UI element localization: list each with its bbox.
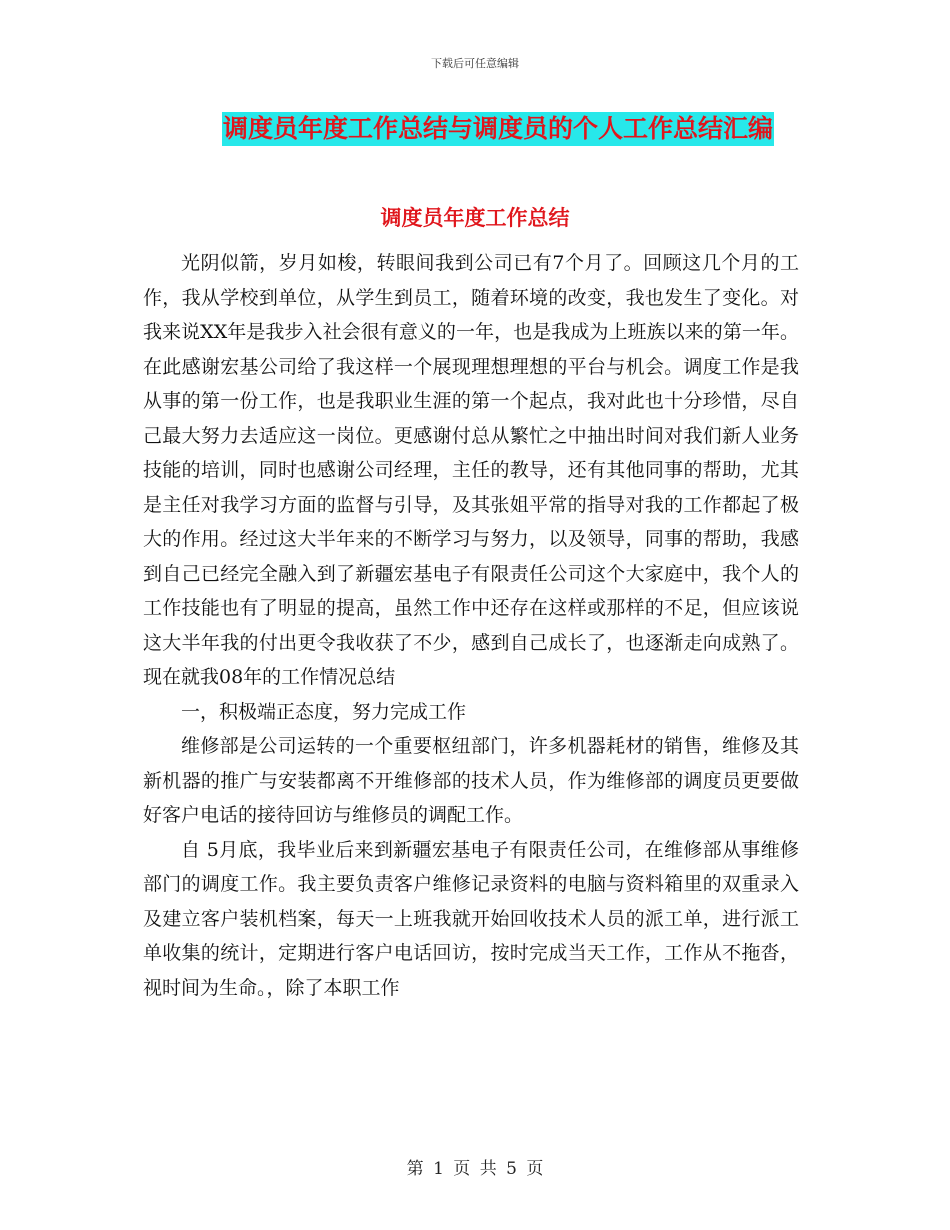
main-title: 调度员年度工作总结与调度员的个人工作总结汇编: [222, 112, 774, 146]
main-title-container: [0, 112, 950, 146]
sub-title: 调度员年度工作总结: [380, 206, 570, 230]
paragraph: 光阴似箭，岁月如梭，转眼间我到公司已有7个月了。回顾这几个月的工作，我从学校到单位，从学生到员工，随着环境的改变，我也发生了变化。对我来说XX年是我步入社会很有意义的一年，也是我成为上班族以来的第一年。在此感谢宏基公司给了我这样一个展现理想理想的平台与机会。调度工作是我从事的第一份工作，也是我职业生涯的第一个起点，我对此也十分珍惜，尽自己最大努力去适应这一岗位。更感谢付总从繁忙之中抽出时间对我们新人业务技能的培训，同时也感谢公司经理，主任的教导，还有其他同事的帮助，尤其是主任对我学习方面的监督与引导，及其张姐平常的指导对我的工作都起了极大的作用。经过这大半年来的不断学习与努力，以及领导，同事的帮助，我感到自己已经完全融入到了新疆宏基电子有限责任公司这个大家庭中，我个人的工作技能也有了明显的提高，虽然工作中还存在这样或那样的不足，但应该说这大半年我的付出更令我收获了不少，感到自己成长了，也逐渐走向成熟了。现在就我08年的工作情况总结: [143, 252, 799, 688]
document-body: [143, 246, 799, 1005]
paragraph: 自 5月底，我毕业后来到新疆宏基电子有限责任公司，在维修部从事维修部门的调度工作。我主要负责客户维修记录资料的电脑与资料箱里的双重录入及建立客户装机档案，每天一上班我就开始回收技术人员的派工单，进行派工单收集的统计，定期进行客户电话回访，按时完成当天工作，工作从不拖沓，视时间为生命。，除了本职工作: [143, 838, 799, 999]
header-note: 下载后可任意编辑: [431, 57, 519, 70]
page-footer: 第 1 页 共 5 页: [406, 1159, 544, 1179]
section-heading: 一，积极端正态度，努力完成工作: [181, 700, 467, 723]
paragraph: 维修部是公司运转的一个重要枢纽部门，许多机器耗材的销售，维修及其新机器的推广与安装都离不开维修部的技术人员，作为维修部的调度员更要做好客户电话的接待回访与维修员的调配工作。: [143, 735, 799, 826]
